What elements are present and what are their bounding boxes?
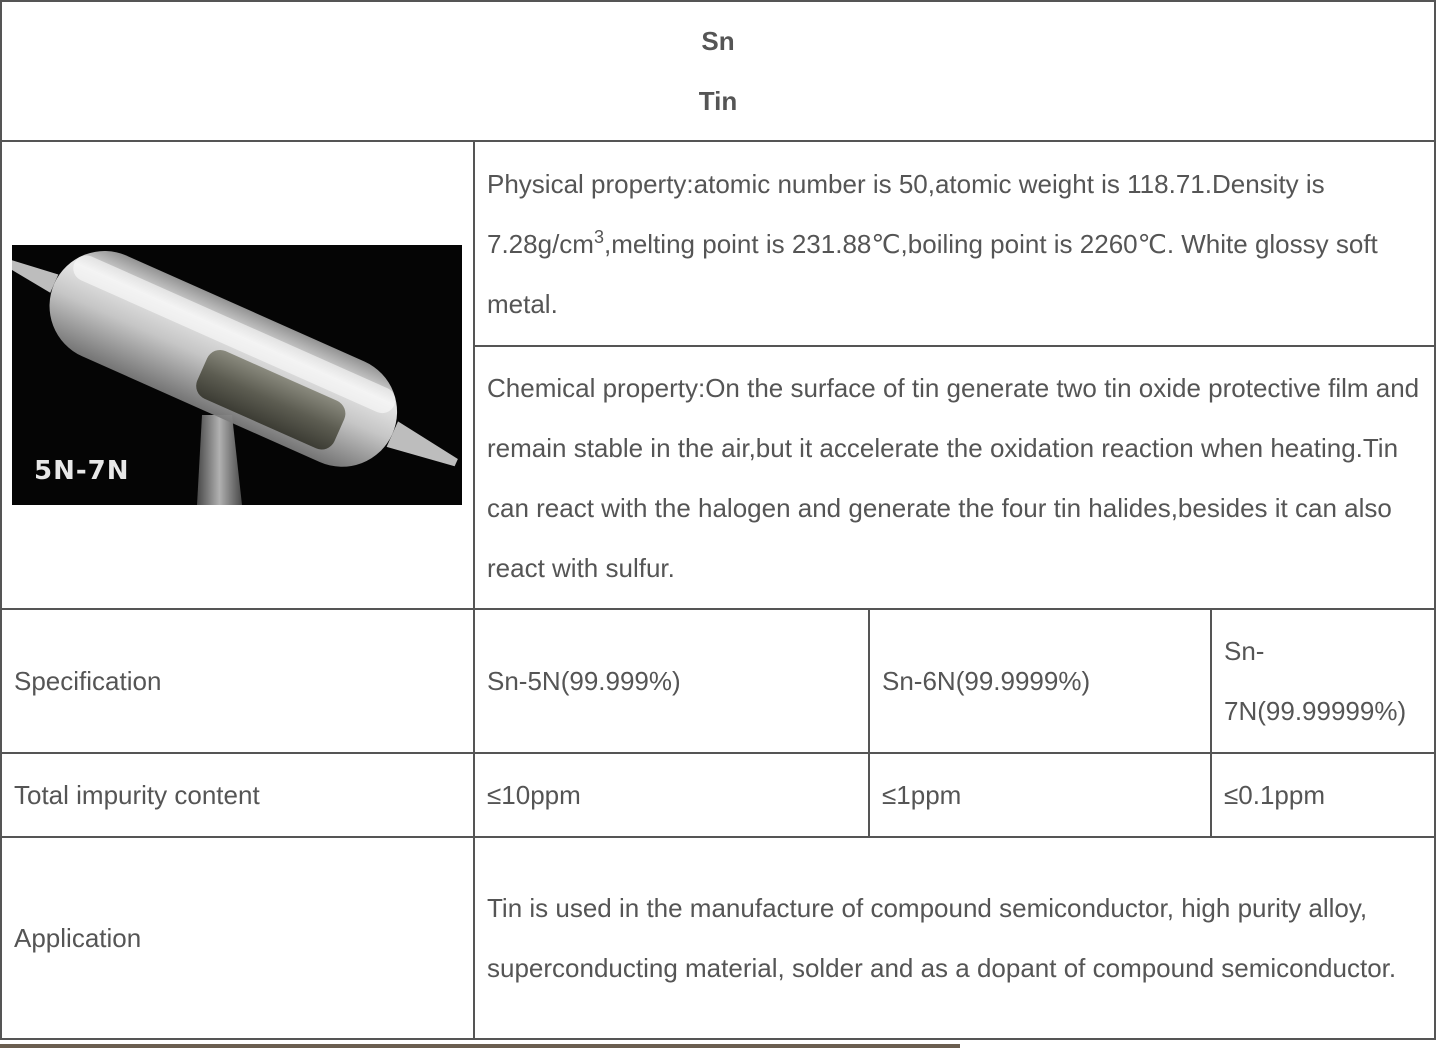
spec-grade-5n: Sn-5N(99.999%) (474, 609, 869, 753)
chemical-property-cell: Chemical property:On the surface of tin generate two tin oxide protective film and remain stable in the air,but it accelerate the oxidation reaction when heating.Tin can react with the halogen and generate the four tin halides,besides it can also react with sulfur. (474, 346, 1435, 609)
element-symbol: Sn (701, 26, 735, 56)
physical-property-cell (474, 141, 1435, 346)
impurity-label: Total impurity content (1, 753, 474, 837)
physical-row (1, 141, 1435, 346)
application-label: Application (1, 837, 474, 1039)
title-row (1, 1, 1435, 141)
impurity-5n: ≤10ppm (474, 753, 869, 837)
spec-grade-6n: Sn-6N(99.9999%) (869, 609, 1211, 753)
specification-row (1, 609, 1435, 753)
impurity-6n: ≤1ppm (869, 753, 1211, 837)
spec-grade-7n: Sn-7N(99.99999%) (1211, 609, 1435, 753)
application-text: Tin is used in the manufacture of compound semiconductor, high purity alloy, superconducting material, solder and as a dopant of compound semiconductor. (474, 837, 1435, 1039)
density-exponent: 3 (593, 226, 604, 247)
bottom-divider (0, 1044, 960, 1048)
title-cell (1, 1, 1435, 141)
product-image (12, 245, 462, 505)
impurity-row (1, 753, 1435, 837)
application-row (1, 837, 1435, 1039)
physical-property-text: Physical property:atomic number is 50,atomic weight is 118.71.Density is 7.28g/cm (487, 168, 1325, 259)
impurity-7n: ≤0.1ppm (1211, 753, 1435, 837)
physical-property-text-rest: ,melting point is 231.88℃,boiling point is 2260℃. White glossy soft metal. (487, 228, 1378, 319)
product-image-cell (1, 141, 474, 609)
purity-range-label: 5N-7N (34, 456, 130, 486)
specification-label: Specification (1, 609, 474, 753)
element-name: Tin (698, 86, 738, 116)
